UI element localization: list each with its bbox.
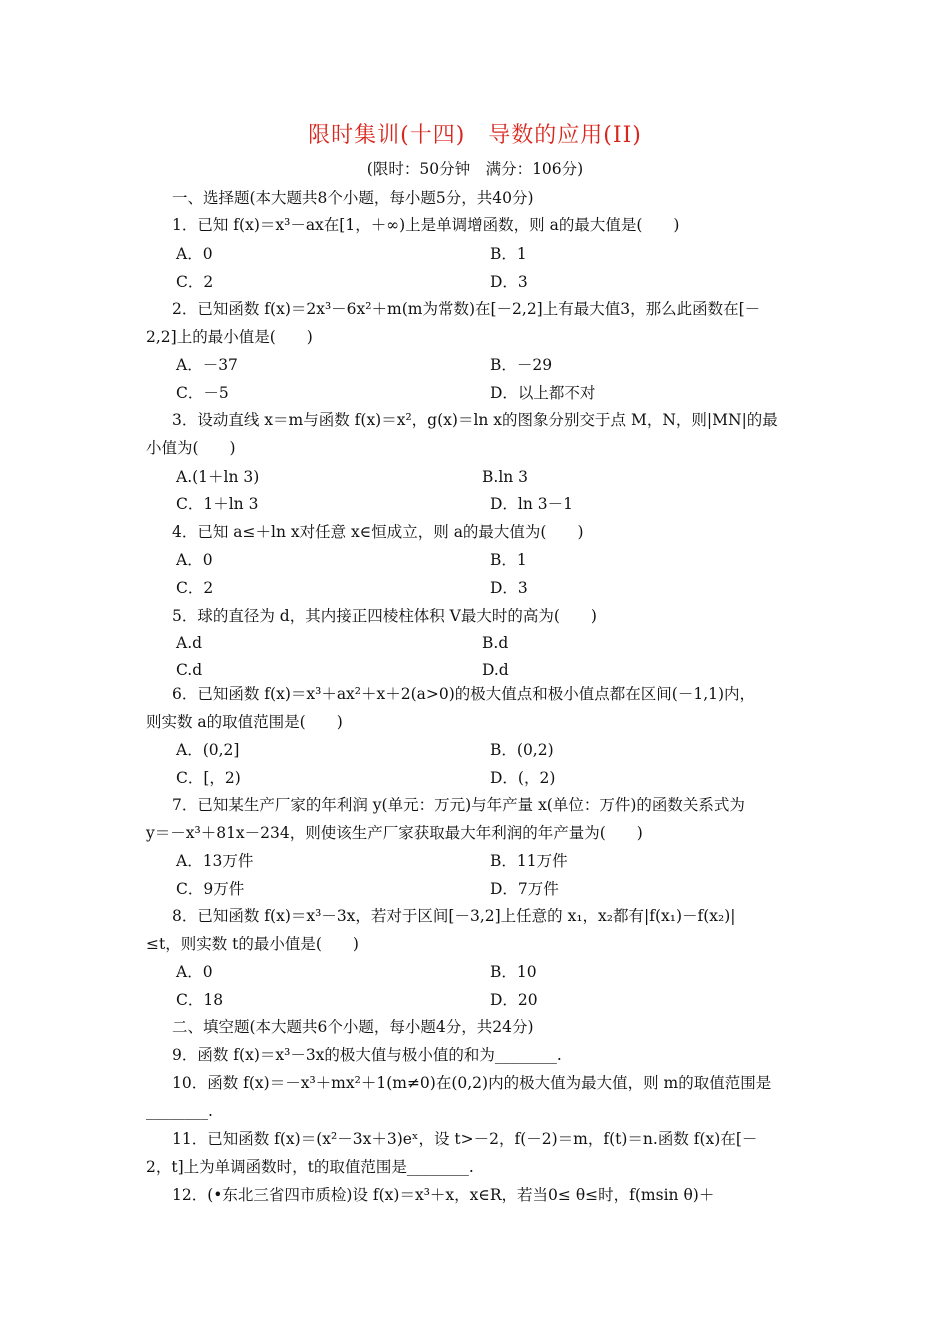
question-8: 8．已知函数 f(x)＝x³－3x，若对于区间[－3,2]上任意的 x₁，x₂都有|f(x₁)－f(x₂)| — [172, 907, 736, 925]
option-a: A．0 — [176, 551, 213, 569]
question-8-cont: ≤t，则实数 t的最小值是( ) — [146, 935, 359, 953]
question-9: 9．函数 f(x)＝x³－3x的极大值与极小值的和为________. — [172, 1046, 562, 1064]
question-6: 6．已知函数 f(x)＝x³＋ax²＋x＋2(a>0)的极大值点和极小值点都在区间(－1,1)内， — [172, 685, 756, 703]
option-a: A．13万件 — [176, 852, 254, 870]
option-c: C.d — [176, 661, 203, 679]
option-b: B．1 — [490, 245, 527, 263]
option-d: D．7万件 — [490, 880, 559, 898]
question-11: 11．已知函数 f(x)＝(x²－3x＋3)eˣ，设 t>－2，f(－2)＝m，f(t)＝n.函数 f(x)在[－ — [172, 1130, 758, 1148]
question-6-cont: 则实数 a的取值范围是( ) — [146, 713, 343, 731]
option-d: D.d — [482, 661, 509, 679]
option-d: D．(，2) — [490, 769, 556, 787]
option-d: D．以上都不对 — [490, 384, 596, 402]
option-c: C．18 — [176, 991, 224, 1009]
option-a: A．0 — [176, 963, 213, 981]
page-title: 限时集训(十四) 导数的应用(II) — [308, 123, 642, 148]
question-11-cont: 2，t]上为单调函数时，t的取值范围是________. — [146, 1158, 474, 1176]
option-c: C．2 — [176, 273, 214, 291]
question-10-cont: ________. — [146, 1102, 213, 1120]
option-b: B．11万件 — [490, 852, 568, 870]
question-2-cont: 2,2]上的最小值是( ) — [146, 328, 313, 346]
option-b: B．－29 — [490, 356, 553, 374]
question-3: 3．设动直线 x＝m与函数 f(x)＝x²，g(x)＝ln x的图象分别交于点 M，N，则|MN|的最 — [172, 411, 778, 429]
question-7: 7．已知某生产厂家的年利润 y(单元：万元)与年产量 x(单位：万件)的函数关系式为 — [172, 796, 745, 814]
question-4: 4．已知 a≤＋ln x对任意 x∈恒成立，则 a的最大值为( ) — [172, 523, 584, 541]
option-d: D．ln 3－1 — [490, 495, 574, 513]
option-b: B．(0,2) — [490, 741, 554, 759]
option-a: A.d — [176, 634, 203, 652]
question-7-cont: y＝－x³＋81x－234，则使该生产厂家获取最大年利润的年产量为( ) — [146, 824, 643, 842]
option-a: A．(0,2] — [176, 741, 240, 759]
option-c: C．2 — [176, 579, 214, 597]
option-c: C．－5 — [176, 384, 229, 402]
option-c: C．9万件 — [176, 880, 245, 898]
option-a: A．0 — [176, 245, 213, 263]
option-b: B.ln 3 — [482, 468, 529, 486]
section-heading: 一、选择题(本大题共8个小题，每小题5分，共40分) — [172, 189, 534, 207]
question-1: 1．已知 f(x)＝x³－ax在[1，＋∞)上是单调增函数，则 a的最大值是( ) — [172, 216, 680, 234]
option-a: A．－37 — [176, 356, 238, 374]
option-a: A.(1＋ln 3) — [176, 468, 260, 486]
question-10: 10．函数 f(x)＝－x³＋mx²＋1(m≠0)在(0,2)内的极大值为最大值，则 m的取值范围是 — [172, 1074, 772, 1092]
question-3-cont: 小值为( ) — [146, 439, 236, 457]
option-b: B．10 — [490, 963, 537, 981]
question-5: 5．球的直径为 d，其内接正四棱柱体积 V最大时的高为( ) — [172, 607, 597, 625]
question-12: 12．(•东北三省四市质检)设 f(x)＝x³＋x，x∈R，若当0≤ θ≤时，f(msin θ)＋ — [172, 1186, 715, 1204]
section-heading: 二、填空题(本大题共6个小题，每小题4分，共24分) — [172, 1018, 534, 1036]
option-d: D．3 — [490, 273, 528, 291]
option-c: C．1＋ln 3 — [176, 495, 259, 513]
question-2: 2．已知函数 f(x)＝2x³－6x²＋m(m为常数)在[－2,2]上有最大值3，那么此函数在[－ — [172, 300, 761, 318]
option-d: D．3 — [490, 579, 528, 597]
option-b: B.d — [482, 634, 509, 652]
option-b: B．1 — [490, 551, 527, 569]
page-subtitle: (限时：50分钟 满分：106分) — [366, 160, 584, 178]
option-c: C．[，2) — [176, 769, 241, 787]
option-d: D．20 — [490, 991, 538, 1009]
